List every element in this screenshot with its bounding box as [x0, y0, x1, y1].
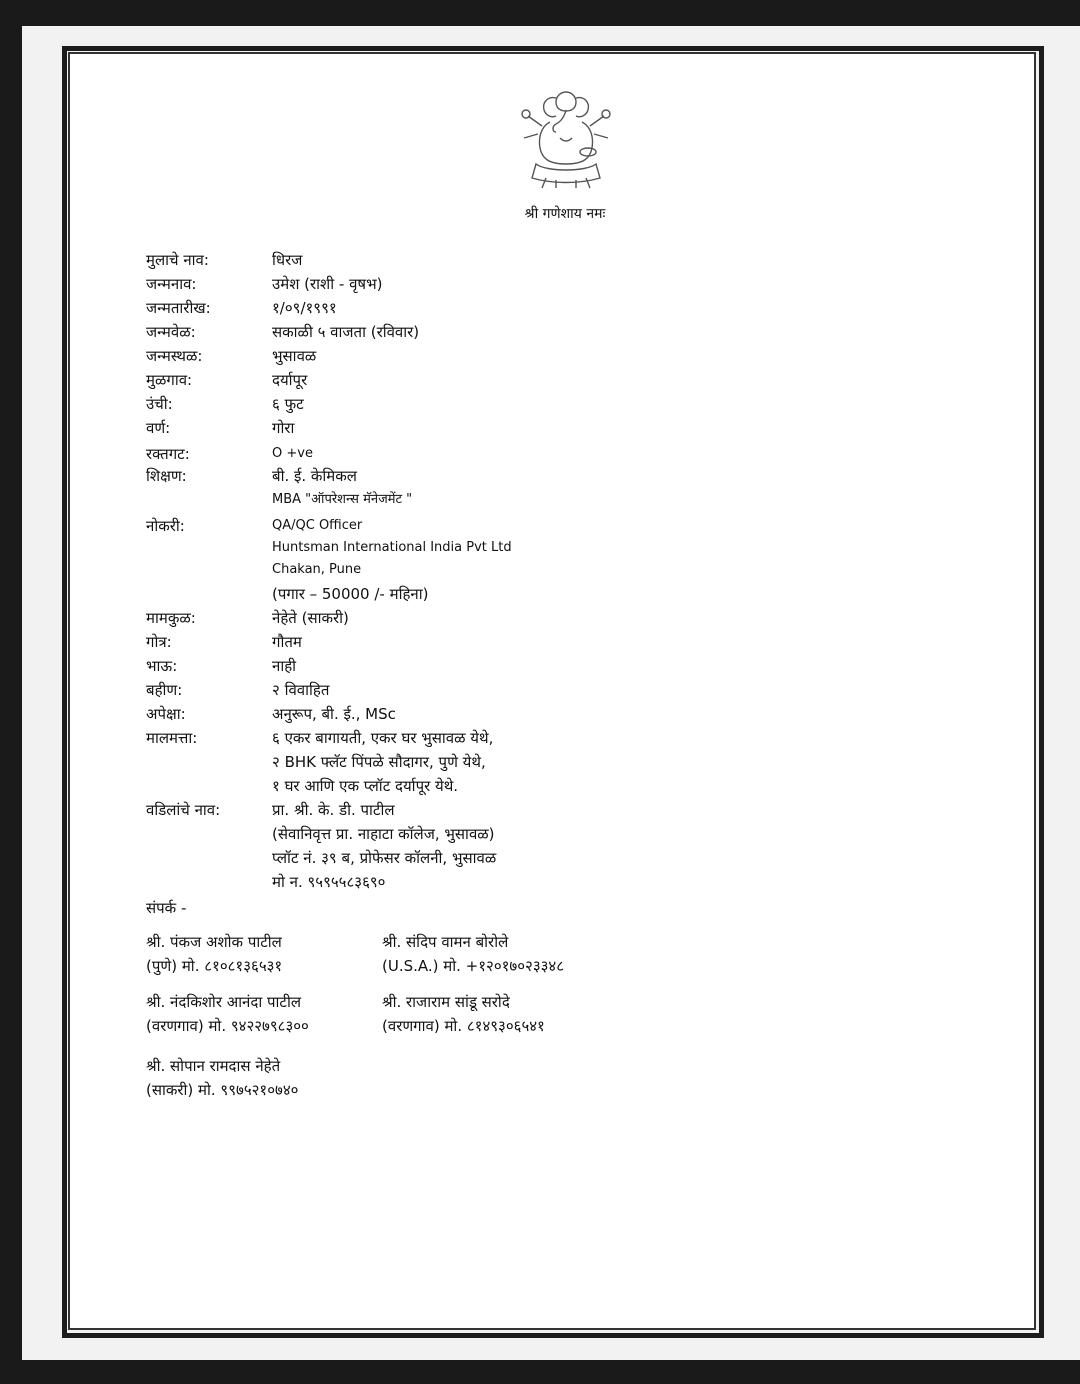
field-value: मो न. ९५९५५८३६९०	[272, 873, 386, 891]
contact-phone: (पुणे) मो. ८१०८१३६५३१	[146, 957, 283, 975]
field-label: जन्मतारीख:	[146, 299, 211, 317]
field-label: मालमत्ता:	[146, 729, 198, 747]
contacts-heading: संपर्क -	[146, 899, 187, 917]
field-value: सकाळी ५ वाजता (रविवार)	[272, 323, 420, 341]
field-label: उंची:	[146, 395, 173, 413]
field-value: O +ve	[272, 446, 313, 461]
field-value: उमेश (राशी - वृषभ)	[272, 275, 383, 293]
field-label: जन्मस्थळ:	[146, 347, 203, 365]
contact-name: श्री. संदिप वामन बोरोले	[382, 933, 509, 951]
field-label: रक्तगट:	[146, 445, 190, 463]
field-value: अनुरूप, बी. ई., MSc	[272, 705, 396, 723]
field-value: गोरा	[272, 419, 295, 437]
contact-name: श्री. पंकज अशोक पाटील	[146, 933, 282, 951]
contact-entry	[146, 1054, 298, 1102]
contact-name: श्री. सोपान रामदास नेहेते	[146, 1057, 281, 1075]
field-value: बी. ई. केमिकल	[272, 467, 357, 485]
field-value: १/०९/१९९१	[272, 299, 337, 317]
field-label: बहीण:	[146, 681, 183, 699]
document-page	[68, 52, 1036, 1330]
field-value: गौतम	[272, 633, 302, 651]
contact-entry	[146, 930, 282, 978]
invocation-heading: श्री गणेशाय नमः	[524, 206, 606, 222]
field-label: जन्मनाव:	[146, 275, 197, 293]
field-value: ६ फुट	[272, 395, 304, 413]
field-value: Huntsman International India Pvt Ltd	[272, 540, 512, 555]
field-value: ६ एकर बागायती, एकर घर भुसावळ येथे,	[272, 729, 494, 747]
field-value: (पगार – 50000 /- महिना)	[272, 585, 429, 603]
field-label: जन्मवेळ:	[146, 323, 196, 341]
field-label: मामकुळ:	[146, 609, 196, 627]
ganesha-icon	[516, 86, 616, 192]
field-value: प्रा. श्री. के. डी. पाटील	[272, 801, 395, 819]
field-label: मुलाचे नाव:	[146, 251, 209, 269]
field-value: भुसावळ	[272, 347, 317, 365]
field-value: Chakan, Pune	[272, 562, 362, 577]
field-label: अपेक्षा:	[146, 705, 186, 723]
field-value: प्लॉट नं. ३९ ब, प्रोफेसर कॉलनी, भुसावळ	[272, 849, 497, 867]
field-value: २ BHK फ्लॅट पिंपळे सौदागर, पुणे येथे,	[272, 753, 486, 771]
field-label: नोकरी:	[146, 517, 185, 535]
contact-entry	[146, 990, 309, 1038]
screen-background	[22, 26, 1080, 1360]
field-value: (सेवानिवृत्त प्रा. नाहाटा कॉलेज, भुसावळ)	[272, 825, 495, 843]
contact-entry	[382, 990, 545, 1038]
contact-phone: (U.S.A.) मो. +१२०१७०२३३४८	[382, 957, 565, 975]
field-value: धिरज	[272, 251, 303, 269]
field-value: नाही	[272, 657, 297, 675]
field-label: शिक्षण:	[146, 467, 187, 485]
field-value: नेहेते (साकरी)	[272, 609, 349, 627]
field-label: मुळगाव:	[146, 371, 193, 389]
field-label: गोत्र:	[146, 633, 172, 651]
contact-entry	[382, 930, 564, 978]
field-label: भाऊ:	[146, 657, 178, 675]
field-value: १ घर आणि एक प्लॉट दर्यापूर येथे.	[272, 777, 459, 795]
contact-phone: (साकरी) मो. ९९७५२१०७४०	[146, 1081, 299, 1099]
field-value: QA/QC Officer	[272, 518, 363, 533]
contact-phone: (वरणगाव) मो. ८१४९३०६५४१	[382, 1017, 545, 1035]
field-label: वर्ण:	[146, 419, 171, 437]
field-value: दर्यापूर	[272, 371, 308, 389]
contact-name: श्री. नंदकिशोर आनंदा पाटील	[146, 993, 302, 1011]
field-label: वडिलांचे नाव:	[146, 801, 221, 819]
contact-phone: (वरणगाव) मो. ९४२२७९८३००	[146, 1017, 309, 1035]
contact-name: श्री. राजाराम सांडू सरोदे	[382, 993, 510, 1011]
field-value: MBA "ऑपरेशन्स मॅनेजमेंट "	[272, 492, 413, 507]
field-value: २ विवाहित	[272, 681, 330, 699]
